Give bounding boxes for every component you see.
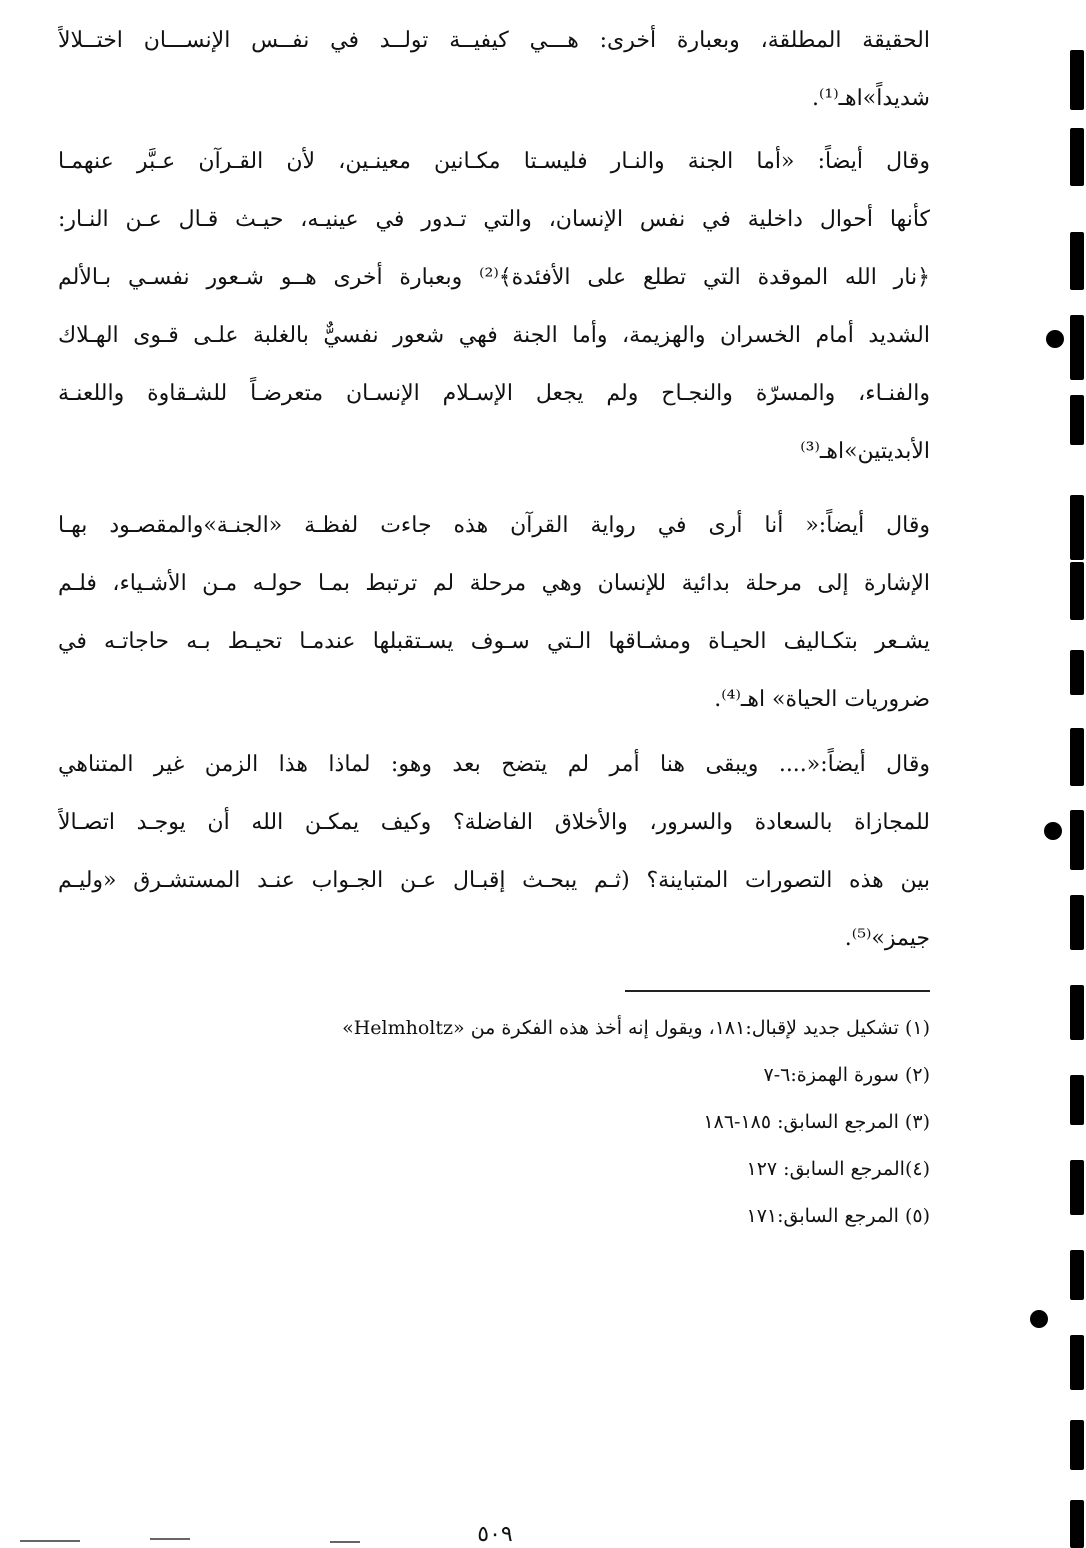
text-line: يشـعر بتكـاليف الحيـاة ومشـاقها الـتي سـوف يسـتقبلها عندمـا تحيـط بـه حاجاتـه في <box>58 629 930 654</box>
text-line: الإشارة إلى مرحلة بدائية للإنسان وهي مرحلة لم ترتبط بمـا حولـه مـن الأشـياء، فلـم <box>58 571 930 596</box>
scan-edge-mark <box>1070 495 1084 560</box>
scan-edge-mark <box>1070 315 1084 380</box>
scan-edge-mark <box>1070 728 1084 786</box>
footnote-4: (٤)المرجع السابق: ١٢٧ <box>746 1158 930 1180</box>
scan-edge-mark <box>1070 650 1084 695</box>
page-number: ٥٠٩ <box>477 1522 513 1547</box>
scan-edge-mark <box>1070 1160 1084 1215</box>
scan-edge-mark <box>1070 1250 1084 1300</box>
scan-dot-mark <box>1044 822 1062 840</box>
text-line: جيمز»⁽⁵⁾. <box>844 926 930 951</box>
text-line: للمجازاة بالسعادة والسرور، والأخلاق الفاضلة؟ وكيف يمكـن الله أن يوجـد اتصـالاً <box>58 810 930 835</box>
paragraph-4 <box>58 736 930 968</box>
footnote-3: (٣) المرجع السابق: ١٨٥-١٨٦ <box>703 1111 930 1133</box>
scan-edge-mark <box>1070 1500 1084 1548</box>
text-line: وقال أيضاً: «أما الجنة والنـار فليسـتا مكـانين معينـين، لأن القـرآن عـبَّر عنهمـا <box>58 149 930 174</box>
scan-edge-mark <box>1070 1075 1084 1125</box>
text-line: الشديد أمام الخسران والهزيمة، وأما الجنة فهي شعور نفسيٌّ بالغلبة علـى قـوى الهـلاك <box>58 323 930 348</box>
scan-edge-mark <box>150 1538 190 1540</box>
scan-edge-mark <box>1070 1420 1084 1470</box>
text-line: وقال أيضاً:«.... ويبقى هنا أمر لم يتضح بعد وهو: لماذا هذا الزمن غير المتناهي <box>58 752 930 777</box>
scan-edge-mark <box>1070 128 1084 186</box>
scan-edge-mark <box>1070 50 1084 110</box>
text-line: الأبديتين»اهـ⁽³⁾ <box>800 439 930 464</box>
text-line: الحقيقة المطلقة، وبعبارة أخرى: هـــي كيفيــة تولــد في نفــس الإنســـان اختــلالاً <box>58 28 930 53</box>
text-line: بين هذه التصورات المتباينة؟ (ثـم يبحـث إقبـال عـن الجـواب عنـد المستشـرق «وليـم <box>58 868 930 893</box>
scan-edge-mark <box>1070 232 1084 290</box>
text-line: شديداً»اهـ⁽¹⁾. <box>811 86 930 111</box>
scan-edge-mark <box>20 1540 80 1542</box>
scan-dot-mark <box>1030 1310 1048 1328</box>
text-line: وقال أيضاً:« أنا أرى في رواية القرآن هذه جاءت لفظـة «الجنـة»والمقصـود بهـا <box>58 513 930 538</box>
scan-edge-mark <box>1070 562 1084 620</box>
text-line: ﴿نار الله الموقدة التي تطلع على الأفئدة﴾⁽²⁾ وبعبارة أخرى هــو شـعور نفسـي بـالألم <box>58 265 930 290</box>
paragraph-1 <box>58 12 930 128</box>
paragraph-3 <box>58 497 930 729</box>
scan-edge-mark <box>1070 895 1084 950</box>
text-line: كأنها أحوال داخلية في نفس الإنسان، والتي تـدور في عينيـه، حيـث قـال عـن النـار: <box>58 207 930 232</box>
scan-edge-mark <box>1070 810 1084 870</box>
scan-dot-mark <box>1046 330 1064 348</box>
footnote-1: (١) تشكيل جديد لإقبال:١٨١، ويقول إنه أخذ هذه الفكرة من «Helmholtz» <box>342 1017 930 1039</box>
footnote-2: (٢) سورة الهمزة:٦-٧ <box>763 1064 930 1086</box>
text-line: ضروريات الحياة» اهـ⁽⁴⁾. <box>714 687 930 712</box>
scan-edge-mark <box>1070 395 1084 445</box>
scan-edge-mark <box>1070 1335 1084 1390</box>
paragraph-2 <box>58 133 930 481</box>
footnote-5: (٥) المرجع السابق:١٧١ <box>746 1205 930 1227</box>
footnote-separator <box>625 990 930 992</box>
text-line: والفنـاء، والمسرّة والنجـاح ولم يجعل الإسـلام الإنسـان متعرضـاً للشـقاوة واللعنـة <box>58 381 930 406</box>
footnotes <box>342 1005 930 1240</box>
scan-edge-mark <box>1070 985 1084 1040</box>
scan-edge-mark <box>330 1541 360 1543</box>
